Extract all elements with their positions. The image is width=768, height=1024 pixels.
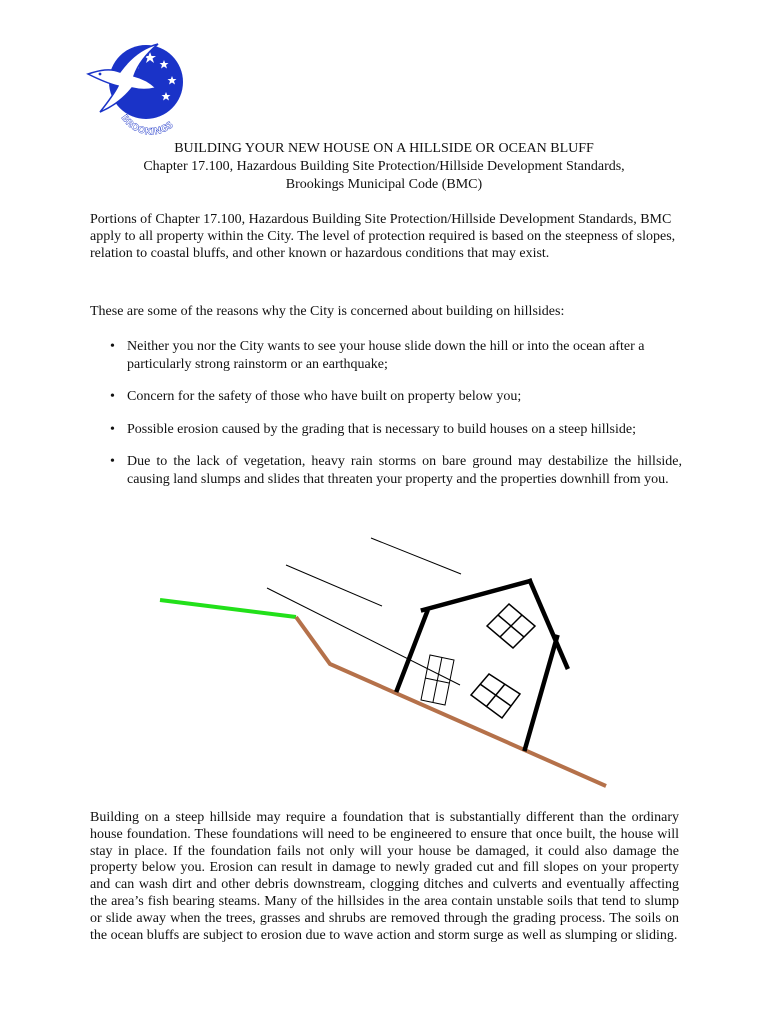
document-title: BUILDING YOUR NEW HOUSE ON A HILLSIDE OR OCEAN BLUFF — [174, 141, 594, 156]
bullet-icon: • — [110, 389, 115, 404]
chapter-line: Chapter 17.100, Hazardous Building Site Protection/Hillside Development Standards, — [143, 159, 625, 174]
brookings-logo — [80, 38, 190, 138]
list-item: • Neither you nor the City wants to see your house slide down the hill or into the ocean after a particularly strong rainstorm or an earthquake; — [110, 339, 645, 372]
bullet-icon: • — [110, 454, 115, 469]
vegetation-line — [160, 600, 296, 617]
hillside-slope — [296, 617, 606, 786]
list-item: • Concern for the safety of those who have built on property below you; — [110, 389, 522, 404]
rain-lines — [267, 538, 461, 685]
reasons-lead: These are some of the reasons why the City is concerned about building on hillsides: — [90, 304, 565, 319]
code-line: Brookings Municipal Code (BMC) — [285, 177, 483, 192]
list-item: • Possible erosion caused by the grading that is necessary to build houses on a steep hillside; — [110, 421, 636, 437]
document-heading — [0, 140, 768, 194]
foundation-paragraph: Building on a steep hillside may require a foundation that is substantially different than the ordinary house foundation. These foundations will need to be engineered to ensure that once built, the house will stay in place. If the foundation fails not only will your house be damaged, it could also damage the property below you. Erosion can result in damage to newly graded cut and fill slopes on your property and can wash dirt and other debris downstream, clogging ditches and culverts and eventually affecting the area’s fish bearing steams. Many of the hillsides in the area contain unstable soils that tend to slump or slide away when the trees, grasses and shrubs are removed through the grading process. The soils on the ocean bluffs are subject to erosion due to wave action and storm surge as well as slumping or sliding. — [90, 810, 679, 943]
house-on-slope-illustration — [150, 530, 620, 795]
reasons-list — [90, 338, 682, 503]
house-window-upper — [487, 604, 535, 648]
logo-text: BROOKINGS — [118, 113, 176, 138]
list-item: • Due to the lack of vegetation, heavy rain storms on bare ground may destabilize the hillside, causing land slumps and slides that threaten your property and the properties downhill from you. — [110, 454, 682, 487]
bullet-icon: • — [110, 421, 115, 437]
house-outline — [397, 581, 567, 749]
bullet-icon: • — [110, 339, 115, 354]
intro-paragraph: Portions of Chapter 17.100, Hazardous Building Site Protection/Hillside Development Standards, BMC apply to all property within the City. The level of protection required is based on the steepness of slopes, relation to coastal bluffs, and other known or hazardous conditions that may exist. — [90, 212, 676, 261]
house-window-lower — [471, 674, 520, 718]
